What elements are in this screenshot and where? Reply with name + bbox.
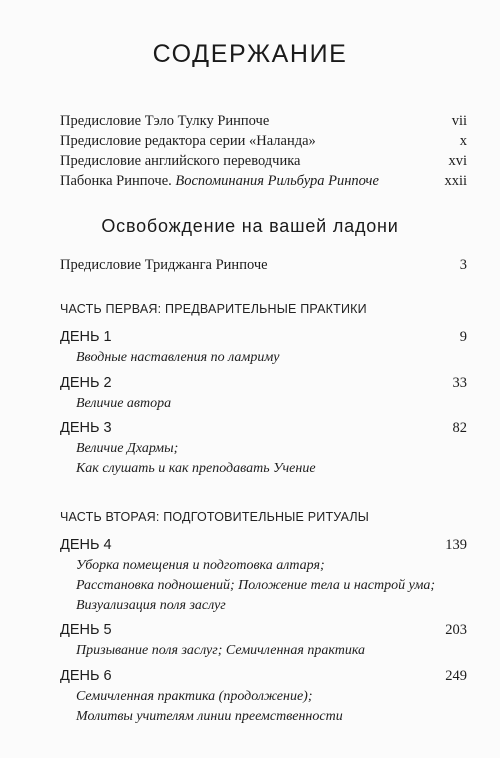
toc-entry-label: Предисловие Тэло Тулку Ринпоче [60, 113, 270, 129]
part-heading: ЧАСТЬ ПЕРВАЯ: ПРЕДВАРИТЕЛЬНЫЕ ПРАКТИКИ [60, 302, 367, 316]
day-page: 33 [452, 375, 467, 391]
day-entry[interactable] [60, 668, 467, 688]
day-label: ДЕНЬ 2 [60, 375, 112, 391]
toc-entry[interactable] [60, 173, 467, 193]
day-label: ДЕНЬ 6 [60, 668, 112, 684]
day-topic: Расстановка подношений; Положение тела и настрой ума; [76, 578, 436, 593]
day-page: 139 [445, 537, 467, 553]
toc-entry-page: 3 [459, 257, 467, 273]
day-topic: Вводные наставления по ламриму [76, 350, 280, 365]
day-topic: Как слушать и как преподавать Учение [76, 461, 316, 476]
day-page: 203 [445, 622, 467, 638]
toc-entry-label-italic: Воспоминания Рильбура Ринпоче [175, 173, 379, 189]
part-heading: ЧАСТЬ ВТОРАЯ: ПОДГОТОВИТЕЛЬНЫЕ РИТУАЛЫ [60, 510, 370, 524]
day-entry[interactable] [60, 329, 467, 349]
day-topic: Призывание поля заслуг; Семичленная практика [76, 643, 366, 658]
day-entry[interactable] [60, 420, 467, 440]
toc-entry[interactable] [60, 153, 467, 173]
day-page: 9 [459, 329, 467, 345]
toc-entry-label [60, 173, 379, 190]
day-entry[interactable] [60, 375, 467, 395]
page-title: СОДЕРЖАНИЕ [152, 40, 348, 68]
book-title: Освобождение на вашей ладони [101, 216, 399, 236]
day-label: ДЕНЬ 1 [60, 329, 112, 345]
toc-entry-label-plain: Пабонка Ринпоче. [60, 173, 176, 189]
toc-entry-label: Предисловие редактора серии «Наланда» [60, 133, 316, 149]
day-topic: Уборка помещения и подготовка алтаря; [76, 558, 325, 573]
day-page: 82 [452, 420, 467, 436]
toc-entry-label: Предисловие английского переводчика [60, 153, 301, 169]
day-label: ДЕНЬ 3 [60, 420, 112, 436]
day-topic: Молитвы учителям линии преемственности [76, 709, 343, 724]
toc-entry[interactable] [60, 133, 467, 153]
day-label: ДЕНЬ 4 [60, 537, 112, 553]
toc-entry-page: xxii [444, 173, 467, 189]
toc-entry-page: vii [451, 113, 467, 129]
day-topic: Величие автора [76, 396, 172, 411]
day-entry[interactable] [60, 622, 467, 642]
day-topic: Семичленная практика (продолжение); [76, 689, 313, 704]
toc-entry-label: Предисловие Триджанга Ринпоче [60, 257, 268, 273]
day-label: ДЕНЬ 5 [60, 622, 112, 638]
day-page: 249 [445, 668, 467, 684]
toc-entry[interactable] [60, 257, 467, 277]
toc-entry-page: x [459, 133, 467, 149]
day-topic: Величие Дхармы; [76, 441, 179, 456]
day-topic: Визуализация поля заслуг [76, 598, 226, 613]
toc-entry[interactable] [60, 113, 467, 133]
day-entry[interactable] [60, 537, 467, 557]
toc-entry-page: xvi [448, 153, 467, 169]
